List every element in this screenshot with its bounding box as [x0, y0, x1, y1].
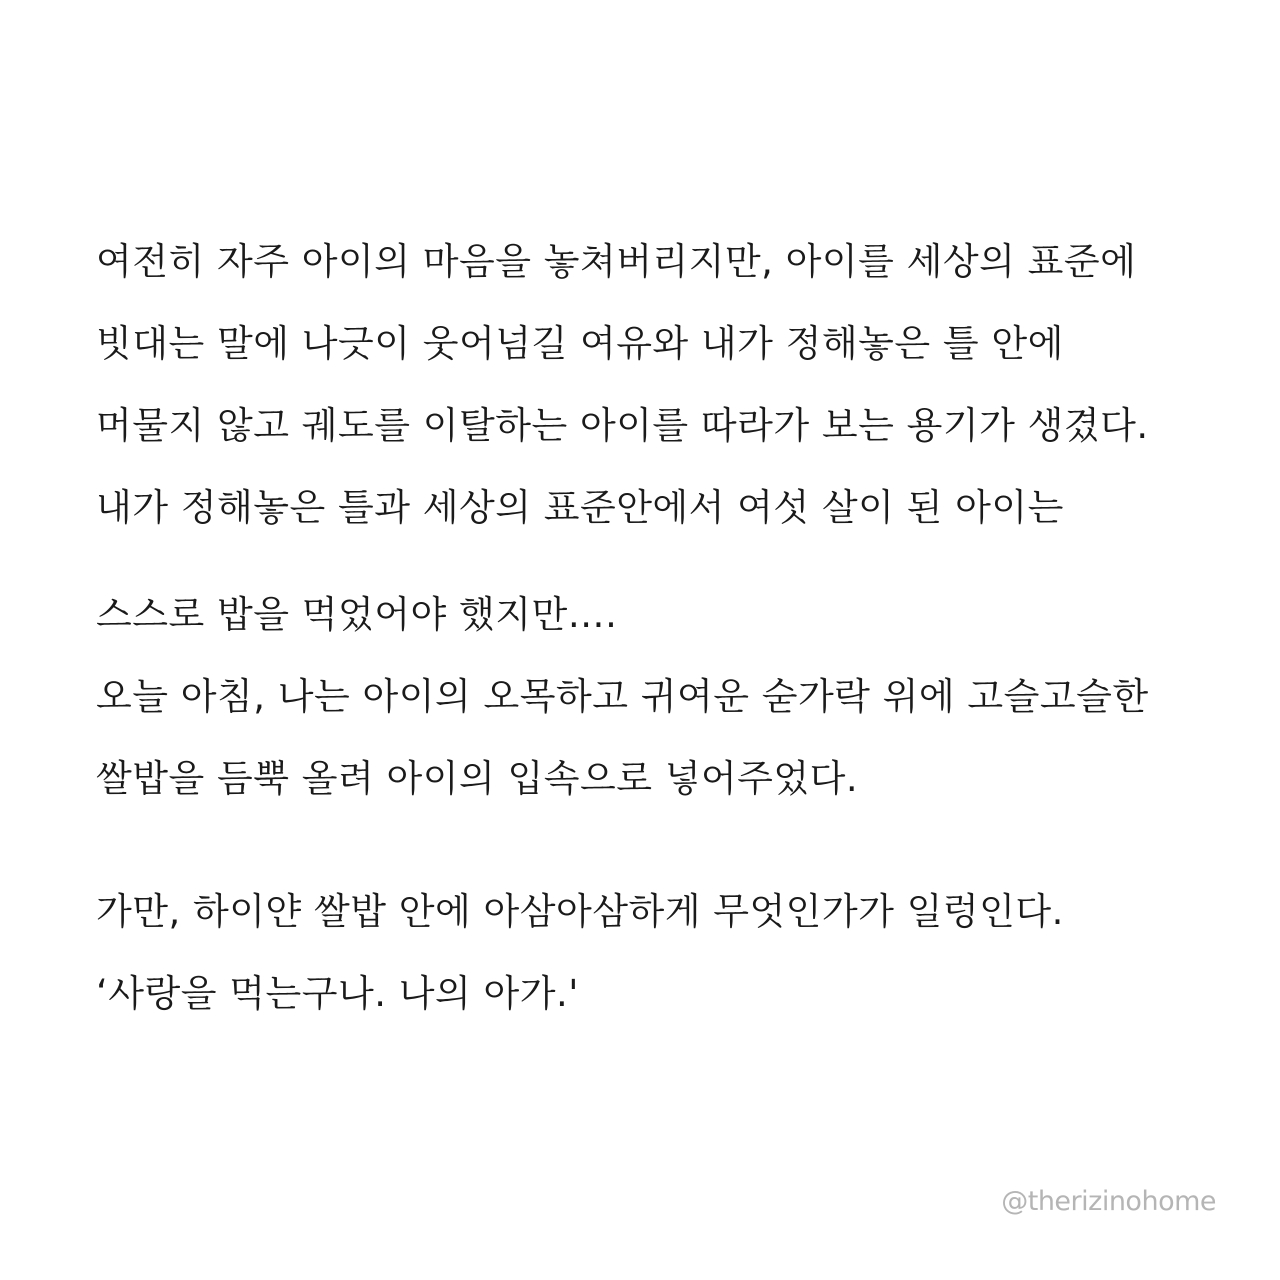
text-line-5: 스스로 밥을 먹었어야 했지만….	[96, 593, 618, 636]
text-line-6: 오늘 아침, 나는 아이의 오목하고 귀여운 숟가락 위에 고슬고슬한	[96, 675, 1149, 718]
text-line-2: 빗대는 말에 나긋이 웃어넘길 여유와 내가 정해놓은 틀 안에	[96, 322, 1064, 365]
text-line-3: 머물지 않고 궤도를 이탈하는 아이를 따라가 보는 용기가 생겼다.	[96, 404, 1149, 447]
text-line-4: 내가 정해놓은 틀과 세상의 표준안에서 여섯 살이 된 아이는	[96, 486, 1064, 529]
author-handle: @therizinohome	[1001, 1186, 1216, 1217]
text-line-8: 가만, 하이얀 쌀밥 안에 아삼아삼하게 무엇인가가 일렁인다.	[96, 890, 1064, 933]
text-line-9: ‘사랑을 먹는구나. 나의 아가.'	[96, 972, 579, 1015]
text-line-7: 쌀밥을 듬뿍 올려 아이의 입속으로 넣어주었다.	[96, 757, 859, 800]
text-line-1: 여전히 자주 아이의 마음을 놓쳐버리지만, 아이를 세상의 표준에	[96, 240, 1137, 283]
